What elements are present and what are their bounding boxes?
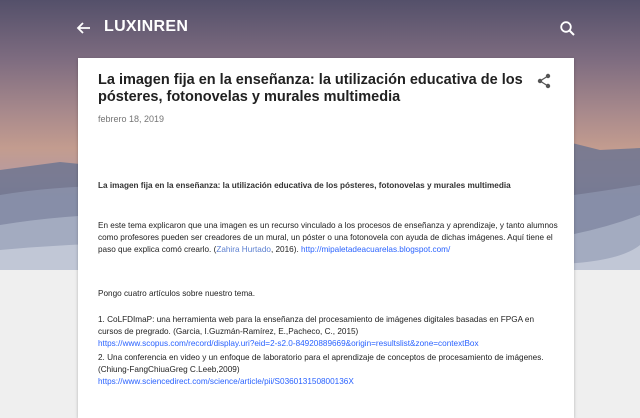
top-bar — [0, 0, 640, 56]
article-2-link[interactable]: https://www.sciencedirect.com/science/article/pii/S036013150800136X — [98, 377, 354, 387]
article-1-link[interactable]: https://www.scopus.com/record/display.uri?eid=2-s2.0-84920889669&origin=resultslist&zone=contextBox — [98, 339, 479, 349]
intro-paragraph — [98, 220, 558, 257]
intro-year: , 2016). — [270, 245, 301, 255]
blog-title-link[interactable]: LUXINREN — [104, 18, 189, 35]
post-subtitle-text: La imagen fija en la enseñanza: la utilización educativa de los pósteres, fotonovelas y murales multimedia — [98, 181, 511, 190]
article-item-2 — [98, 352, 558, 389]
post-card — [78, 58, 574, 418]
post-date[interactable]: febrero 18, 2019 — [98, 114, 165, 124]
post-subtitle — [98, 180, 558, 192]
intro-author: Zahira Hurtado — [216, 245, 271, 255]
post-title: La imagen fija en la enseñanza: la utilización educativa de los pósteres, fotonovelas y murales multimedia — [98, 72, 523, 105]
article-2-text: 2. Una conferencia en video y un enfoque de laboratorio para el aprendizaje de conceptos de procesamiento de imágenes.(Chiung-FangChiuaGreg C.Leeb,2009) — [98, 353, 544, 375]
search-icon[interactable] — [559, 20, 577, 38]
article-1-text: 1. CoLFDImaP: una herramienta web para la enseñanza del procesamiento de imágenes digitales basadas en FPGA en cursos de pregrado. (Garcia, I.Guzmán-Ramírez, E.,Pacheco, C., 2015) — [98, 315, 535, 337]
intro-link[interactable]: http://mipaletadeacuarelas.blogspot.com/ — [301, 245, 451, 255]
articles-heading: Pongo cuatro artículos sobre nuestro tema. — [98, 289, 256, 298]
arrow-left-icon[interactable] — [74, 18, 94, 38]
article-item-1 — [98, 314, 558, 351]
intro-text: En este tema explicaron que una imagen es un recurso vinculado a los procesos de enseñanza y aprendizaje, y tanto alumnos como profesores pueden ser creadores de un mural, un póster o una fotonovela con ayuda de dichas imágenes. Aquí tiene el paso que explica comó crearlo. ( — [98, 221, 558, 255]
share-icon[interactable] — [536, 73, 552, 89]
